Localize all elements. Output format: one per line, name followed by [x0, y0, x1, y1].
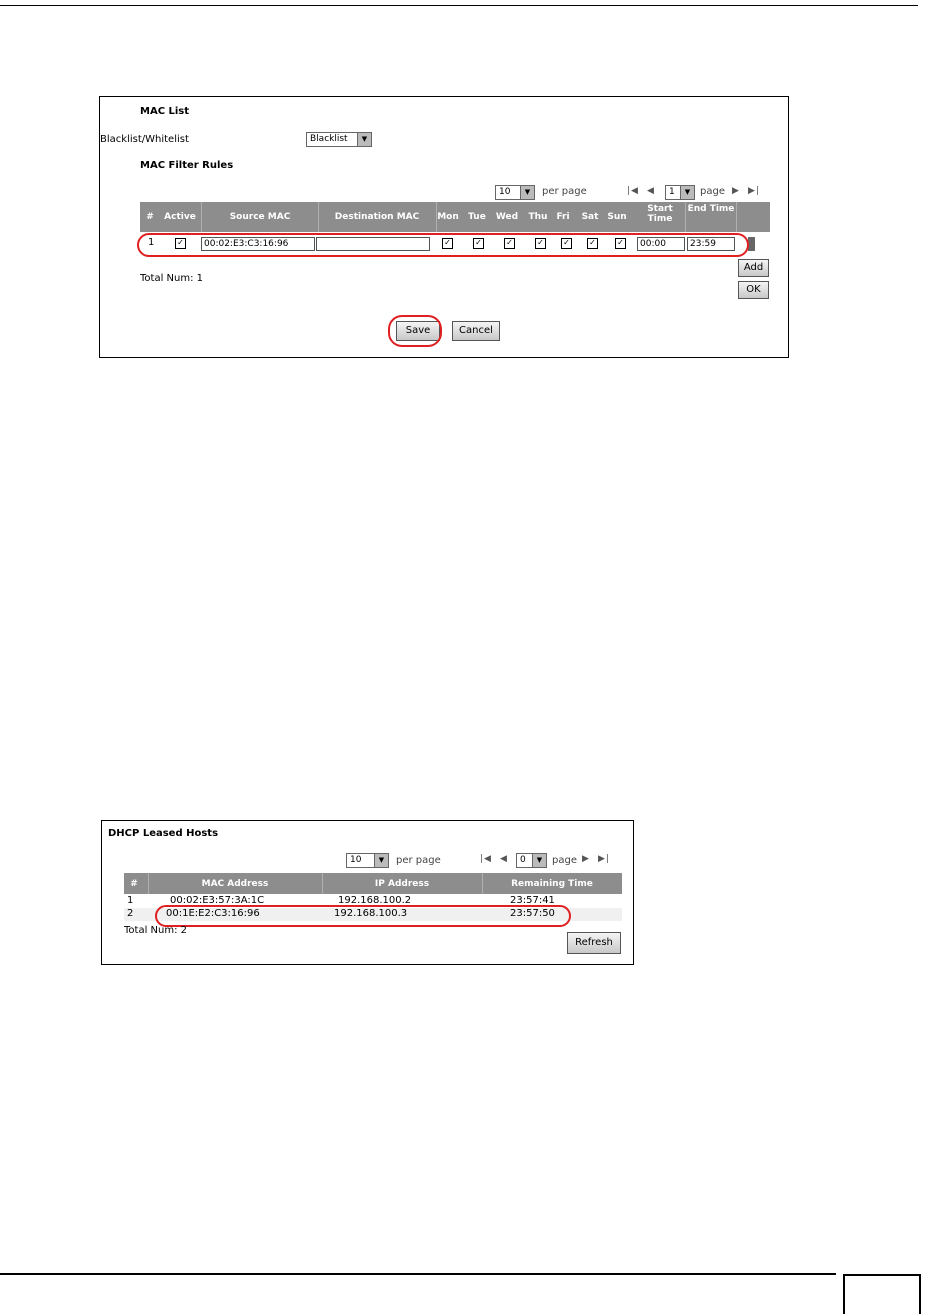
- total-num: Total Num: 1: [140, 273, 204, 284]
- col-sun: Sun: [607, 212, 627, 222]
- add-button[interactable]: Add: [738, 259, 769, 277]
- col-num: #: [130, 879, 138, 889]
- col-wed: Wed: [495, 212, 519, 222]
- highlight-ring: [388, 315, 442, 347]
- col-destination-mac: Destination MAC: [334, 212, 420, 222]
- dhcp-leased-hosts-panel: [101, 820, 634, 965]
- per-page-select[interactable]: [495, 185, 535, 200]
- dhcp-table-header: [124, 873, 622, 894]
- col-remaining-time: Remaining Time: [511, 879, 593, 889]
- row-mac: 00:1E:E2:C3:16:96: [166, 908, 260, 919]
- total-num: Total Num: 2: [124, 925, 188, 936]
- chevron-down-icon: ▼: [520, 186, 534, 199]
- per-page-label: per page: [396, 855, 441, 866]
- rules-table-header: [140, 202, 770, 232]
- sun-checkbox[interactable]: ✓: [615, 238, 626, 249]
- ok-button[interactable]: OK: [738, 281, 769, 299]
- next-page-icon[interactable]: ▶: [732, 186, 740, 196]
- header-rule: [0, 5, 918, 6]
- col-active: Active: [164, 212, 196, 222]
- row-ip: 192.168.100.2: [338, 895, 412, 906]
- page-label: page: [700, 186, 725, 197]
- col-end-time: End Time: [687, 204, 735, 214]
- first-page-icon[interactable]: |◀: [627, 186, 639, 196]
- last-page-icon[interactable]: ▶|: [748, 186, 760, 196]
- page-select[interactable]: [516, 853, 547, 868]
- row-remaining-time: 23:57:50: [510, 908, 555, 919]
- col-fri: Fri: [556, 212, 570, 222]
- col-num: #: [146, 212, 154, 222]
- row-num: 2: [127, 908, 134, 919]
- trash-icon[interactable]: [748, 237, 755, 251]
- col-start-time: Start Time: [647, 204, 673, 224]
- col-mon: Mon: [437, 212, 459, 222]
- active-checkbox[interactable]: ✓: [175, 238, 186, 249]
- mac-list-panel: [99, 96, 789, 358]
- page-label: page: [552, 855, 577, 866]
- last-page-icon[interactable]: ▶|: [598, 854, 610, 864]
- col-mac-address: MAC Address: [201, 879, 269, 889]
- prev-page-icon[interactable]: ◀: [647, 186, 655, 196]
- page-select[interactable]: [665, 185, 695, 200]
- mac-filter-rules-title: MAC Filter Rules: [140, 160, 234, 171]
- row-num: 1: [148, 237, 155, 248]
- chevron-down-icon: ▼: [532, 854, 546, 867]
- col-tue: Tue: [468, 212, 486, 222]
- page-value: 1: [669, 187, 675, 197]
- refresh-button[interactable]: Refresh: [567, 932, 621, 954]
- chevron-down-icon: ▼: [374, 854, 388, 867]
- row-num: 1: [127, 895, 134, 906]
- chevron-down-icon: ▼: [357, 133, 371, 146]
- col-thu: Thu: [528, 212, 548, 222]
- save-button[interactable]: Save: [396, 321, 440, 341]
- per-page-value: 10: [350, 855, 362, 865]
- first-page-icon[interactable]: |◀: [480, 854, 492, 864]
- sat-checkbox[interactable]: ✓: [587, 238, 598, 249]
- blacklist-whitelist-select[interactable]: [306, 132, 372, 147]
- footer-rule: [0, 1273, 836, 1275]
- tue-checkbox[interactable]: ✓: [473, 238, 484, 249]
- chevron-down-icon: ▼: [680, 186, 694, 199]
- mon-checkbox[interactable]: ✓: [442, 238, 453, 249]
- per-page-label: per page: [542, 186, 587, 197]
- blacklist-whitelist-label: Blacklist/Whitelist: [100, 134, 189, 145]
- row-mac: 00:02:E3:57:3A:1C: [170, 895, 265, 906]
- wed-checkbox[interactable]: ✓: [504, 238, 515, 249]
- page-number-box: [843, 1274, 921, 1314]
- per-page-value: 10: [499, 187, 511, 197]
- cancel-button[interactable]: Cancel: [452, 321, 500, 341]
- thu-checkbox[interactable]: ✓: [535, 238, 546, 249]
- end-time-input[interactable]: 23:59: [687, 237, 735, 251]
- col-source-mac: Source MAC: [229, 212, 291, 222]
- col-sat: Sat: [581, 212, 599, 222]
- row-ip: 192.168.100.3: [334, 908, 408, 919]
- per-page-select[interactable]: [346, 853, 389, 868]
- mac-list-heading: MAC List: [140, 106, 190, 117]
- fri-checkbox[interactable]: ✓: [561, 238, 572, 249]
- start-time-input[interactable]: 00:00: [637, 237, 685, 251]
- highlight-ring: [137, 233, 749, 257]
- col-ip-address: IP Address: [374, 879, 430, 889]
- page-value: 0: [520, 855, 526, 865]
- highlight-ring: [155, 905, 571, 927]
- prev-page-icon[interactable]: ◀: [500, 854, 508, 864]
- dhcp-title: DHCP Leased Hosts: [108, 828, 219, 839]
- row-remaining-time: 23:57:41: [510, 895, 555, 906]
- blacklist-whitelist-value: Blacklist: [310, 134, 348, 144]
- header-divider: [736, 202, 737, 232]
- source-mac-input[interactable]: 00:02:E3:C3:16:96: [201, 237, 315, 251]
- next-page-icon[interactable]: ▶: [582, 854, 590, 864]
